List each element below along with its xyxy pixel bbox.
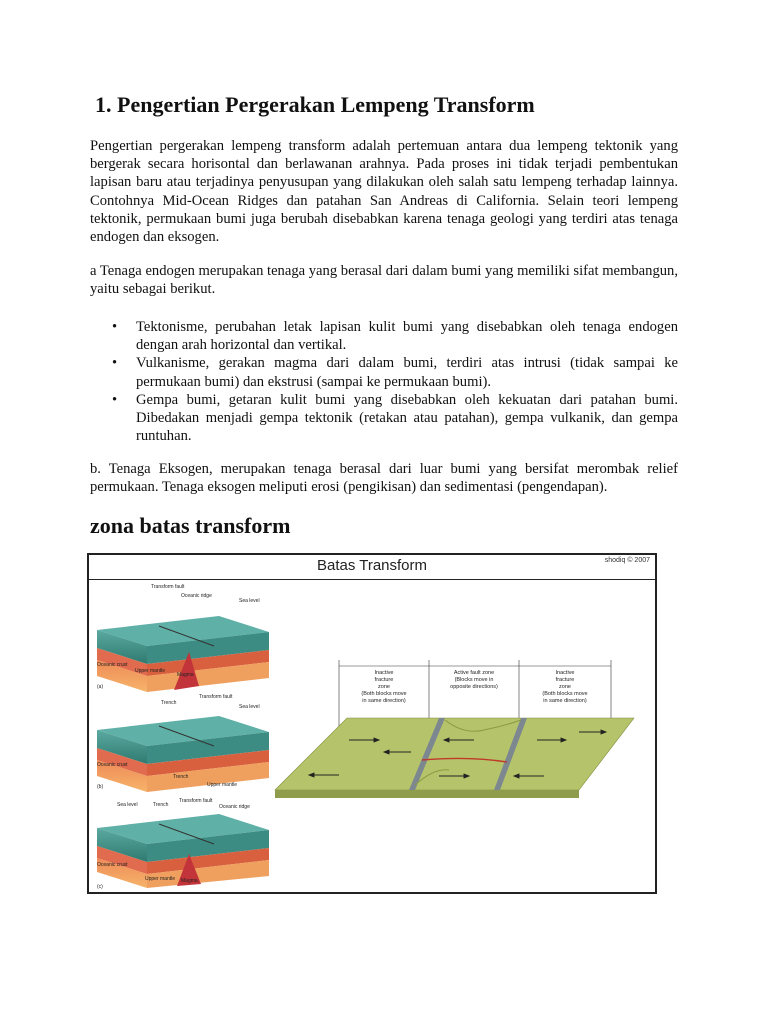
figure-credit: shodiq © 2007	[604, 557, 650, 564]
label-oceanic-crust: Oceanic crust	[97, 762, 128, 768]
label-sea-level: Sea level	[117, 802, 138, 808]
transform-boundary-figure	[87, 553, 657, 894]
svg-text:Inactive: Inactive	[374, 670, 394, 676]
zone-label-center	[450, 670, 498, 690]
label-oceanic-crust: Oceanic crust	[97, 662, 128, 668]
subsection-heading: zona batas transform	[90, 513, 291, 538]
svg-text:in same direction): in same direction)	[543, 698, 587, 704]
transform-fault-diagram	[275, 660, 634, 798]
label-upper-mantle: Upper mantle	[135, 668, 166, 674]
bullet-icon: •	[112, 319, 118, 335]
block-diagram-b	[97, 694, 269, 792]
list-item-text: Gempa bumi, getaran kulit bumi yang disebabkan oleh kekuatan dari patahan bumi. Dibedakan menjadi gempa tektonik (retakan atau patahan), gempa vulkanik, dan gempa runtuhan.	[136, 391, 678, 445]
label-trench: Trench	[173, 774, 189, 780]
svg-text:(Blocks move in: (Blocks move in	[454, 677, 494, 683]
list-item	[90, 354, 678, 390]
panel-tag: (a)	[97, 684, 104, 690]
paragraph-endogen-intro: a Tenaga endogen merupakan tenaga yang berasal dari dalam bumi yang memiliki sifat membangun, yaitu sebagai berikut.	[90, 263, 678, 298]
label-trench: Trench	[161, 700, 177, 706]
svg-text:opposite directions): opposite directions)	[450, 684, 498, 690]
list-item	[90, 318, 678, 354]
label-magma: Magma	[181, 878, 198, 884]
panel-tag: (b)	[97, 784, 104, 790]
bullet-icon: •	[112, 355, 118, 372]
label-magma: Magma	[177, 672, 194, 678]
svg-text:(Both blocks move: (Both blocks move	[542, 691, 588, 697]
section-heading: 1. Pengertian Pergerakan Lempeng Transform	[95, 92, 535, 117]
bullet-icon: •	[112, 391, 118, 408]
figure-title: Batas Transform	[316, 557, 428, 574]
label-upper-mantle: Upper mantle	[207, 782, 238, 788]
list-item-text: Vulkanisme, gerakan magma dari dalam bumi, terdiri atas intrusi (tidak sampai ke permukaan bumi) dan ekstrusi (sampai ke permukaan bumi).	[136, 355, 678, 390]
list-item-text: Tektonisme, perubahan letak lapisan kulit bumi yang disebabkan oleh tenaga endogen dengan arah horizontal dan vertikal.	[136, 319, 678, 354]
panel-tag: (c)	[97, 884, 103, 890]
list-item	[90, 391, 678, 446]
figure-illustration	[89, 580, 655, 892]
label-oceanic-ridge: Oceanic ridge	[181, 593, 212, 599]
svg-text:fracture: fracture	[555, 677, 575, 683]
svg-text:(Both blocks move: (Both blocks move	[361, 691, 407, 697]
svg-text:Active fault zone: Active fault zone	[453, 670, 495, 676]
block-diagram-c	[97, 798, 269, 890]
svg-text:zone: zone	[559, 684, 571, 690]
label-transform-fault: Transform fault	[199, 694, 233, 700]
label-oceanic-ridge: Oceanic ridge	[219, 804, 250, 810]
svg-text:zone: zone	[378, 684, 390, 690]
label-transform-fault: Transform fault	[151, 584, 185, 590]
zone-label-left	[361, 670, 406, 704]
endogen-bullet-list	[90, 318, 678, 445]
label-trench: Trench	[153, 802, 169, 808]
label-oceanic-crust: Oceanic crust	[97, 862, 128, 868]
svg-text:Inactive: Inactive	[555, 670, 575, 676]
svg-text:fracture: fracture	[374, 677, 394, 683]
zone-label-right	[542, 670, 587, 704]
paragraph-eksogen: b. Tenaga Eksogen, merupakan tenaga berasal dari luar bumi yang bersifat merombak relief permukaan. Tenaga eksogen meliputi erosi (pengikisan) dan sedimentasi (pengendapan).	[90, 461, 678, 496]
block-diagram-a	[97, 584, 269, 692]
label-sea-level: Sea level	[239, 704, 260, 710]
svg-text:in same direction): in same direction)	[362, 698, 406, 704]
label-transform-fault: Transform fault	[179, 798, 213, 804]
paragraph-definition: Pengertian pergerakan lempeng transform adalah pertemuan antara dua lempeng tektonik yang bergerak secara horisontal dan berlawanan arahnya. Pada proses ini tidak terjadi pembentukan lapisan baru atau terjadinya penyusupan yang dilakukan oleh salah satu lempeng terhadap lainnya. Contohnya Mid-Ocean Ridges dan patahan San Andreas di California. Selain teori lempeng tektonik, permukaan bumi juga berubah disebabkan karena tenaga geologi yang terdiri atas tenaga endogen dan eksogen.	[90, 138, 678, 246]
label-sea-level: Sea level	[239, 598, 260, 604]
label-upper-mantle: Upper mantle	[145, 876, 176, 882]
